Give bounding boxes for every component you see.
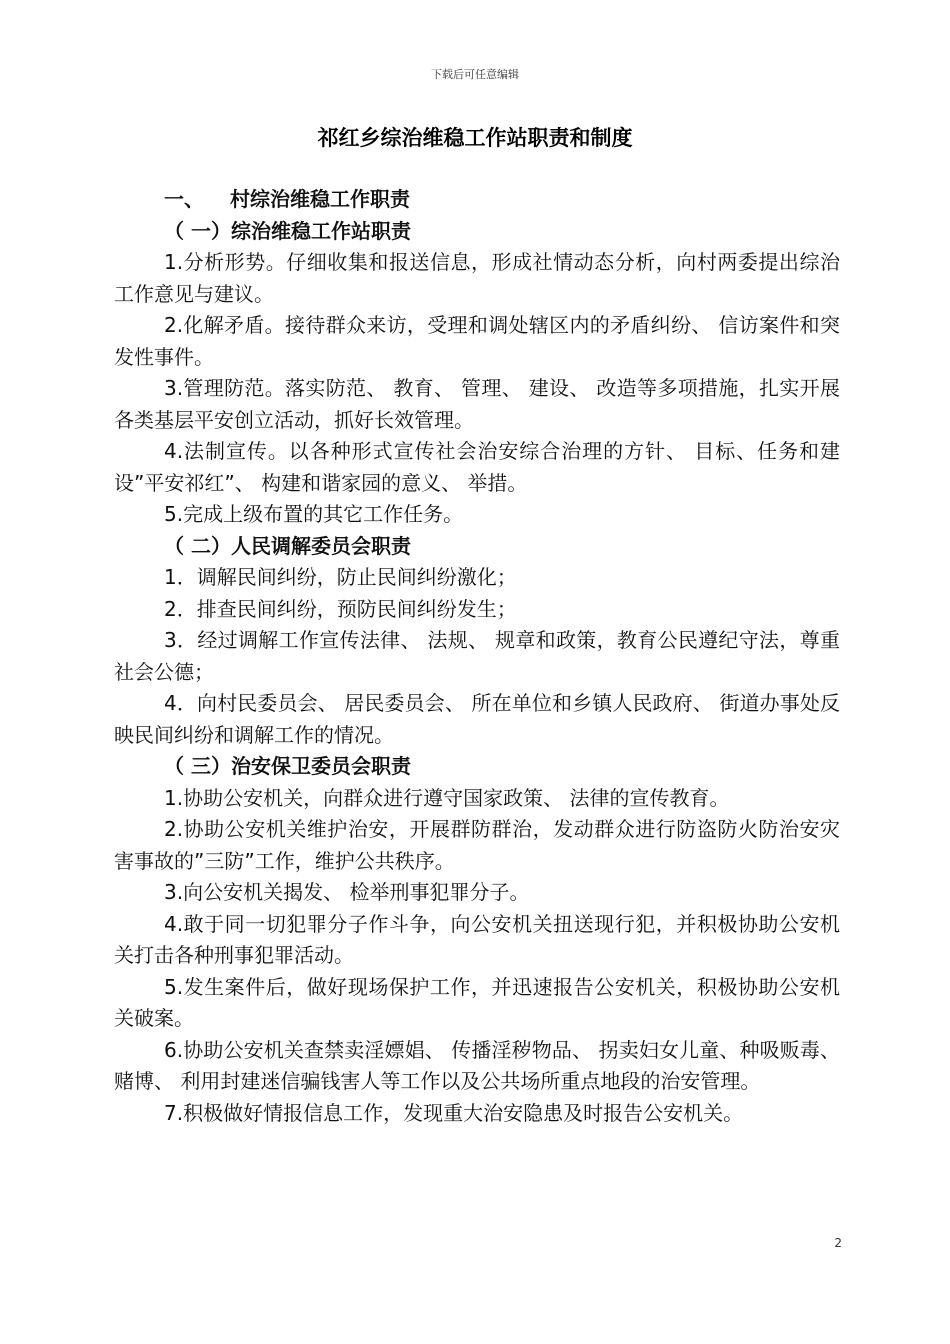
- paragraph: 4.法制宣传。以各种形式宣传社会治安综合治理的方针、 目标、任务和建设”平安祁红”、 构建和谐家园的意义、 举措。: [114, 439, 840, 495]
- page-number: 2: [834, 1236, 842, 1250]
- paragraph: 3．经过调解工作宣传法律、 法规、 规章和政策，教育公民遵纪守法，尊重社会公德；: [114, 628, 840, 684]
- paragraph: 7.积极做好情报信息工作，发现重大治安隐患及时报告公安机关。: [164, 1100, 744, 1125]
- subsection-heading-1: （ 一）综治维稳工作站职责: [164, 218, 411, 243]
- paragraph: 4．向村民委员会、 居民委员会、 所在单位和乡镇人民政府、 街道办事处反映民间纠纷和调解工作的情况。: [114, 691, 840, 747]
- paragraph: 4.敢于同一切犯罪分子作斗争，向公安机关扭送现行犯，并积极协助公安机关打击各种刑事犯罪活动。: [114, 911, 840, 967]
- section-title: 村综治维稳工作职责: [230, 187, 410, 211]
- paragraph: 3.管理防范。落实防范、 教育、 管理、 建设、 改造等多项措施，扎实开展各类基层平安创立活动，抓好长效管理。: [114, 376, 840, 432]
- paragraph: 3.向公安机关揭发、 检举刑事犯罪分子。: [164, 880, 530, 904]
- paragraph: 5.完成上级布置的其它工作任务。: [164, 502, 464, 526]
- paragraph: 2.协助公安机关维护治安，开展群防群治，发动群众进行防盗防火防治安灾害事故的”三防”工作，维护公共秩序。: [114, 817, 840, 873]
- section-number: 一、: [164, 187, 204, 211]
- paragraph: 6.协助公安机关查禁卖淫嫖娼、 传播淫秽物品、 拐卖妇女儿童、种吸贩毒、 赌博、 利用封建迷信骗钱害人等工作以及公共场所重点地段的治安管理。: [114, 1037, 840, 1093]
- paragraph: 5.发生案件后，做好现场保护工作，并迅速报告公安机关，积极协助公安机关破案。: [114, 974, 840, 1030]
- document-title: 祁红乡综治维稳工作站职责和制度: [317, 126, 633, 150]
- paragraph: 1.协助公安机关，向群众进行遵守国家政策、 法律的宣传教育。: [164, 785, 730, 810]
- paragraph: 1.分析形势。仔细收集和报送信息，形成社情动态分析，向村两委提出综治工作意见与建议。: [114, 250, 840, 306]
- subsection-heading-2: （ 二）人民调解委员会职责: [164, 533, 411, 558]
- page-header: 下载后可任意编辑: [431, 68, 519, 81]
- paragraph: 1．调解民间纠纷，防止民间纠纷激化；: [164, 565, 517, 589]
- document-body: [114, 184, 840, 1129]
- section-heading: [164, 184, 840, 216]
- paragraph: 2.化解矛盾。接待群众来访，受理和调处辖区内的矛盾纠纷、 信访案件和突发性事件。: [114, 313, 840, 369]
- subsection-heading-3: （ 三）治安保卫委员会职责: [164, 754, 411, 778]
- paragraph: 2．排查民间纠纷，预防民间纠纷发生；: [164, 596, 517, 621]
